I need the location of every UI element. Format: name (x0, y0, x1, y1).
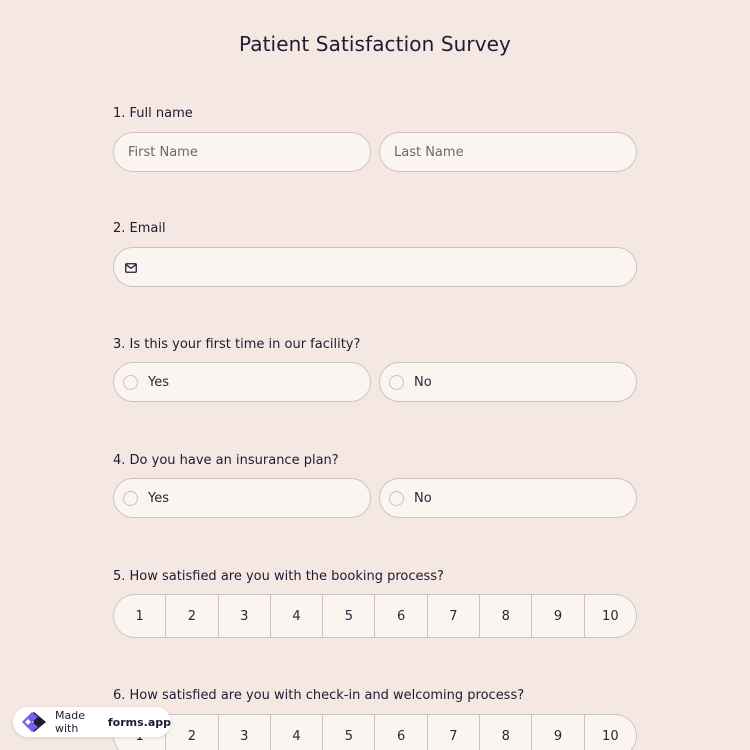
envelope-icon (125, 262, 137, 272)
email-input[interactable] (113, 247, 637, 287)
q6-scale-option[interactable]: 6 (375, 715, 427, 750)
question-6-label: 6. How satisfied are you with check-in and welcoming process? (113, 688, 525, 703)
first-name-input[interactable] (113, 132, 371, 172)
q6-scale-option[interactable]: 9 (532, 715, 584, 750)
q4-option-no[interactable] (379, 478, 637, 518)
question-2-label: 2. Email (113, 221, 166, 236)
q6-scale-option[interactable]: 3 (219, 715, 271, 750)
q6-scale-option[interactable]: 7 (428, 715, 480, 750)
question-1-label: 1. Full name (113, 106, 193, 121)
q4-option-yes[interactable] (113, 478, 371, 518)
q5-scale-option[interactable]: 5 (323, 595, 375, 637)
question-3-label: 3. Is this your first time in our facility? (113, 337, 361, 352)
q4-option-yes-label: Yes (148, 490, 169, 506)
q6-scale-option[interactable]: 8 (480, 715, 532, 750)
radio-circle-icon (389, 491, 404, 506)
q5-scale-option[interactable]: 6 (375, 595, 427, 637)
q5-scale-option[interactable]: 3 (219, 595, 271, 637)
question-5-label: 5. How satisfied are you with the booking process? (113, 569, 444, 584)
last-name-placeholder: Last Name (394, 144, 464, 160)
q3-option-no-label: No (414, 374, 432, 390)
q6-scale-option[interactable]: 2 (166, 715, 218, 750)
forms-app-logo-icon (19, 710, 49, 734)
radio-circle-icon (123, 375, 138, 390)
q3-option-yes-label: Yes (148, 374, 169, 390)
q6-scale-option[interactable]: 4 (271, 715, 323, 750)
q5-scale-option[interactable]: 2 (166, 595, 218, 637)
form-title: Patient Satisfaction Survey (239, 32, 511, 56)
q3-option-yes[interactable] (113, 362, 371, 402)
q5-scale-option[interactable]: 4 (271, 595, 323, 637)
q5-scale-option[interactable]: 10 (602, 608, 619, 624)
q4-option-no-label: No (414, 490, 432, 506)
q5-scale-option[interactable]: 1 (114, 595, 166, 637)
radio-circle-icon (123, 491, 138, 506)
q5-scale-option[interactable]: 9 (532, 595, 584, 637)
q6-scale-option[interactable]: 5 (323, 715, 375, 750)
q5-scale-option[interactable]: 7 (428, 595, 480, 637)
q3-option-no[interactable] (379, 362, 637, 402)
first-name-placeholder: First Name (128, 144, 198, 160)
q5-scale-option[interactable]: 8 (480, 595, 532, 637)
badge-brand: forms.app (107, 715, 171, 729)
badge-prefix: Made with (55, 709, 85, 735)
made-with-badge[interactable] (13, 707, 171, 737)
question-4-label: 4. Do you have an insurance plan? (113, 453, 339, 468)
last-name-input[interactable] (379, 132, 637, 172)
q5-rating-scale (113, 594, 637, 638)
q6-scale-option[interactable]: 10 (602, 728, 619, 744)
q6-rating-scale (113, 714, 637, 750)
radio-circle-icon (389, 375, 404, 390)
